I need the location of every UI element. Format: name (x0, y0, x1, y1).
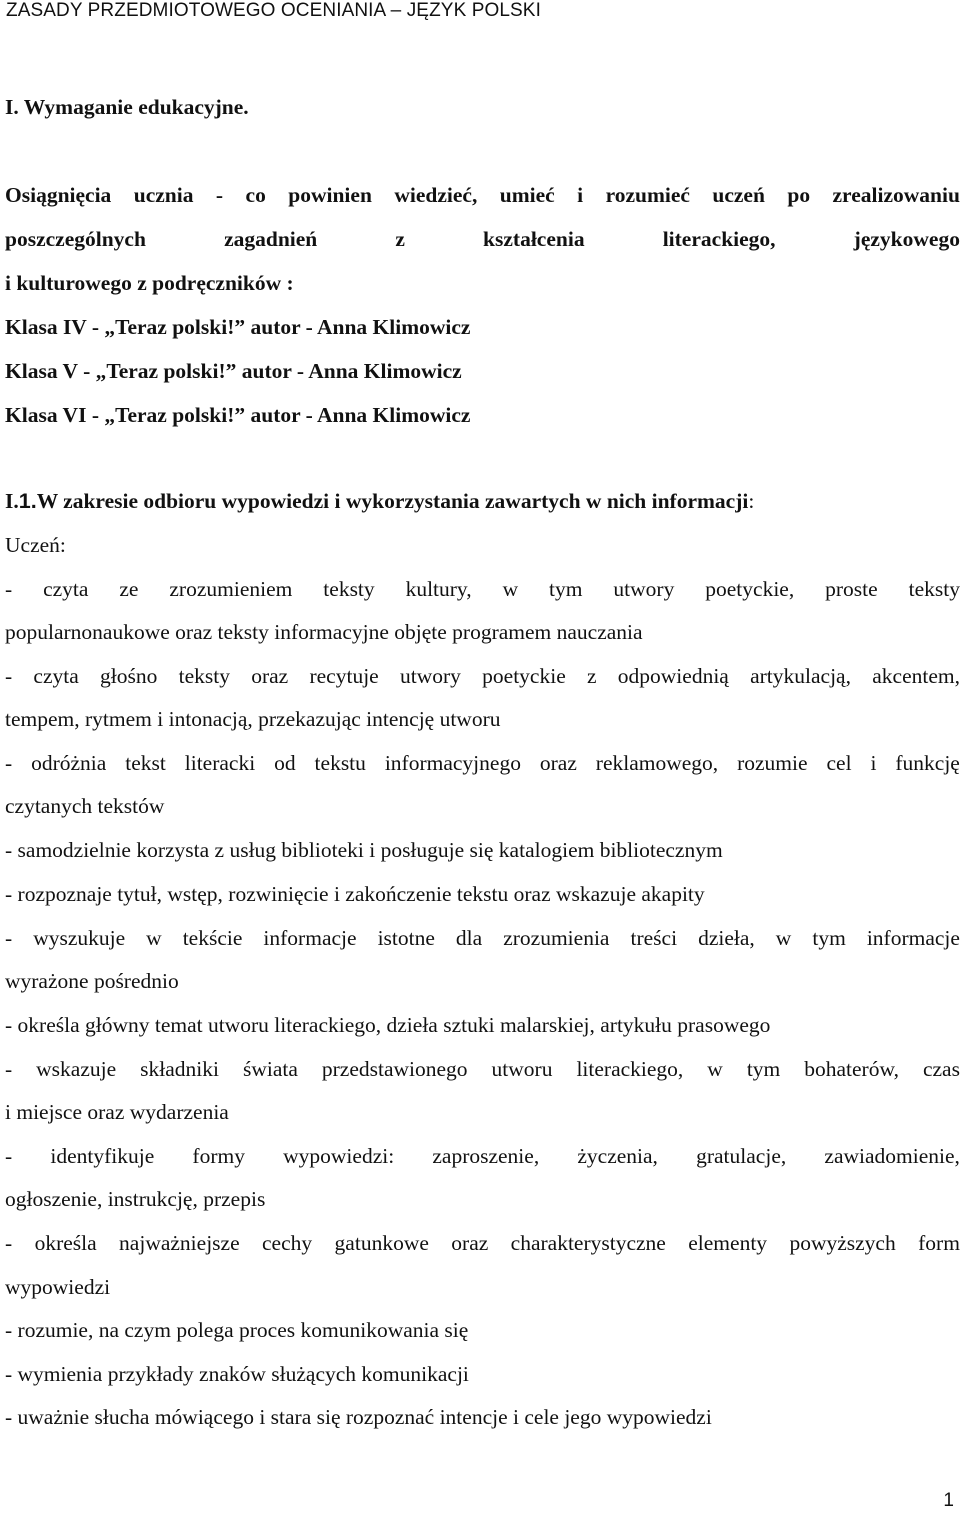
section-title: I. Wymaganie edukacyjne. (5, 95, 249, 119)
list-line-7: - samodzielnie korzysta z usług biblioteki i posługuje się katalogiem bibliotecznym (5, 838, 723, 862)
word: reklamowego, (595, 751, 719, 775)
list-line-13: i miejsce oraz wydarzenia (5, 1100, 229, 1124)
word: form (918, 1231, 960, 1255)
word: literackiego, (662, 227, 776, 251)
word: i (577, 183, 584, 207)
word: - (5, 1144, 13, 1168)
word: oraz (539, 751, 577, 775)
word: ze (119, 577, 139, 601)
word: tym (812, 926, 846, 950)
word: informacje (866, 926, 960, 950)
word: wypowiedzi: (283, 1144, 395, 1168)
word: treści (630, 926, 678, 950)
word: określa (34, 1231, 97, 1255)
word: rozumie (737, 751, 808, 775)
word: cechy (262, 1231, 313, 1255)
word: - (5, 1057, 13, 1081)
word: elementy (688, 1231, 768, 1255)
word: co (245, 183, 266, 207)
word: - (5, 751, 13, 775)
word: teksty (323, 577, 375, 601)
word: - (5, 926, 13, 950)
list-line-19: - wymienia przykłady znaków służących komunikacji (5, 1362, 469, 1386)
word: gatunkowe (334, 1231, 429, 1255)
word: poszczególnych (5, 227, 146, 251)
subsection-colon: : (748, 489, 755, 513)
klasa-vi (5, 403, 470, 428)
list-line-2: popularnonaukowe oraz teksty informacyjne objęte programem nauczania (5, 620, 643, 644)
word: tym (746, 1057, 781, 1081)
word: dzieła, (698, 926, 755, 950)
list-line-16 (5, 1231, 960, 1256)
word: istotne (377, 926, 435, 950)
list-line-9 (5, 926, 960, 951)
word: w (707, 1057, 723, 1081)
word: uczeń (712, 183, 765, 207)
word: literackiego, (576, 1057, 684, 1081)
word: poetyckie, (705, 577, 795, 601)
word: tekst (125, 751, 166, 775)
word: recytuje (309, 664, 379, 688)
word: z (395, 227, 405, 251)
word: cel (826, 751, 852, 775)
word: powyższych (789, 1231, 896, 1255)
word: akcentem, (872, 664, 960, 688)
word: ucznia (133, 183, 194, 207)
word: zrozumienia (503, 926, 610, 950)
list-line-17: wypowiedzi (5, 1275, 111, 1299)
page-number: 1 (943, 1490, 954, 1511)
klasa-author: autor - Anna Klimowicz (241, 359, 462, 383)
list-line-15: ogłoszenie, instrukcję, przepis (5, 1187, 266, 1211)
word: językowego (853, 227, 960, 251)
word: tekście (182, 926, 243, 950)
word: informacje (263, 926, 357, 950)
klasa-label: Klasa V - „Teraz polski!” (5, 359, 242, 383)
word: funkcję (895, 751, 960, 775)
word: - (5, 664, 13, 688)
klasa-iv (5, 315, 470, 340)
word: bohaterów, (804, 1057, 899, 1081)
word: odpowiednią (617, 664, 729, 688)
word: utworu (491, 1057, 553, 1081)
list-line-12 (5, 1057, 960, 1082)
subsection-title: W zakresie odbioru wypowiedzi i wykorzystania zawartych w nich informacji (36, 489, 749, 513)
list-line-3 (5, 664, 960, 689)
intro-line-1 (5, 183, 960, 208)
word: informacyjnego (384, 751, 521, 775)
word: Osiągnięcia (5, 183, 112, 207)
list-line-6: czytanych tekstów (5, 794, 165, 818)
word: formy (192, 1144, 245, 1168)
list-line-5 (5, 751, 960, 776)
word: teksty (908, 577, 960, 601)
word: czyta (43, 577, 89, 601)
intro-line-2 (5, 227, 960, 252)
list-line-10: wyrażone pośrednio (5, 969, 179, 993)
intro-line-3: i kulturowego z podręczników : (5, 271, 294, 295)
list-line-20: - uważnie słucha mówiącego i stara się rozpoznać intencje i cele jego wypowiedzi (5, 1405, 712, 1429)
word: oraz (251, 664, 289, 688)
word: z (586, 664, 597, 688)
klasa-label: Klasa IV - „Teraz polski!” (5, 315, 251, 339)
word: przedstawionego (321, 1057, 468, 1081)
word: wiedzieć, (394, 183, 478, 207)
list-line-18: - rozumie, na czym polega proces komunikowania się (5, 1318, 469, 1342)
word: wskazuje (36, 1057, 117, 1081)
word: tekstu (314, 751, 366, 775)
word: i (870, 751, 877, 775)
word: literacki (184, 751, 256, 775)
word: teksty (178, 664, 230, 688)
word: rozumieć (605, 183, 690, 207)
word: świata (242, 1057, 298, 1081)
word: w (775, 926, 792, 950)
word: kształcenia (483, 227, 585, 251)
word: charakterystyczne (510, 1231, 666, 1255)
word: - (5, 577, 13, 601)
word: wyszukuje (33, 926, 126, 950)
list-line-4: tempem, rytmem i intonacją, przekazując intencję utworu (5, 707, 501, 731)
word: czyta (33, 664, 79, 688)
word: poetyckie (482, 664, 566, 688)
list-line-14 (5, 1144, 960, 1169)
subsection-number-digit: 1. (18, 489, 37, 513)
word: tym (549, 577, 583, 601)
word: - (215, 183, 224, 207)
word: utwory (399, 664, 461, 688)
word: najważniejsze (119, 1231, 240, 1255)
subsection-heading (5, 489, 754, 514)
word: artykulacją, (750, 664, 851, 688)
list-line-8: - rozpoznaje tytuł, wstęp, rozwinięcie i zakończenie tekstu oraz wskazuje akapity (5, 882, 705, 906)
list-line-11: - określa główny temat utworu literackiego, dzieła sztuki malarskiej, artykułu prasowego (5, 1013, 771, 1037)
word: gratulacje, (696, 1144, 787, 1168)
word: powinien (288, 183, 372, 207)
klasa-v (5, 359, 462, 384)
word: po (787, 183, 811, 207)
word: oraz (451, 1231, 489, 1255)
list-line-1 (5, 577, 960, 602)
word: zawiadomienie, (824, 1144, 960, 1168)
subsection-number-prefix: I. (5, 489, 19, 513)
word: w (146, 926, 162, 950)
word: umieć (499, 183, 555, 207)
word: w (502, 577, 519, 601)
word: życzenia, (577, 1144, 658, 1168)
word: głośno (100, 664, 158, 688)
word: od (274, 751, 296, 775)
word: - (5, 1231, 13, 1255)
klasa-author: autor - Anna Klimowicz (250, 315, 471, 339)
word: zrozumieniem (169, 577, 293, 601)
uczen-label: Uczeń: (5, 533, 66, 557)
page-header: ZASADY PRZEDMIOTOWEGO OCENIANIA – JĘZYK POLSKI (6, 0, 541, 21)
word: zaproszenie, (432, 1144, 540, 1168)
word: odróżnia (31, 751, 107, 775)
word: proste (825, 577, 878, 601)
word: identyfikuje (50, 1144, 155, 1168)
word: utwory (613, 577, 675, 601)
word: czas (922, 1057, 960, 1081)
klasa-author: autor - Anna Klimowicz (250, 403, 471, 427)
word: zagadnień (224, 227, 318, 251)
word: kultury, (405, 577, 472, 601)
word: zrealizowaniu (832, 183, 960, 207)
klasa-label: Klasa VI - „Teraz polski!” (5, 403, 251, 427)
word: dla (455, 926, 483, 950)
word: składniki (140, 1057, 219, 1081)
